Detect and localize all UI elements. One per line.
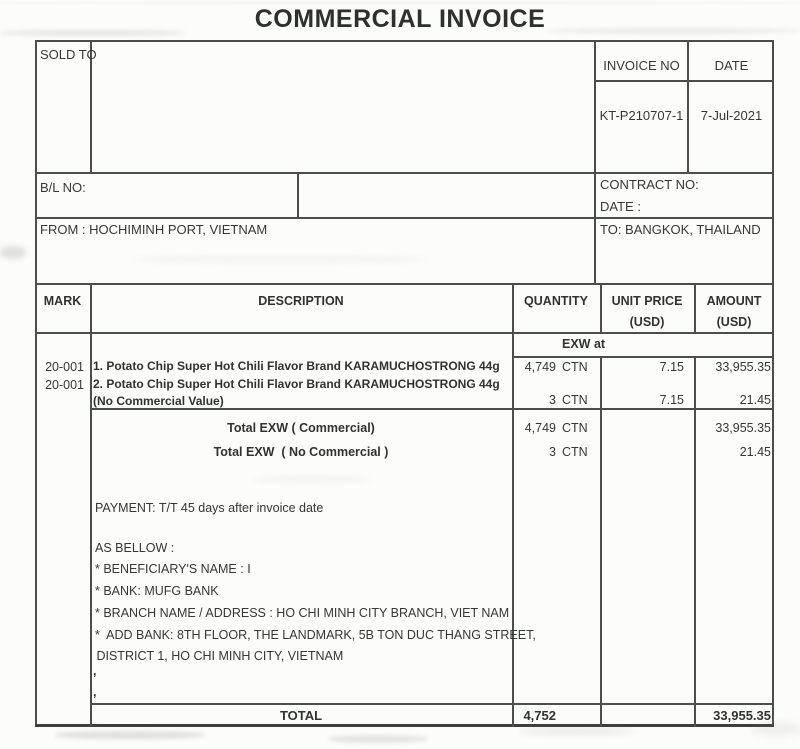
quantity-value: 4,749	[524, 360, 556, 374]
date-label: DATE	[714, 58, 749, 73]
grid-line	[297, 172, 299, 217]
payment-line: DISTRICT 1, HO CHI MINH CITY, VIETNAM	[93, 649, 344, 663]
scan-artifact	[55, 731, 205, 739]
item-mark: 20-001	[45, 378, 84, 392]
document-title: COMMERCIAL INVOICE	[254, 5, 546, 33]
payment-line: * BRANCH NAME / ADDRESS : HO CHI MINH CITY BRANCH, VIET NAM	[95, 606, 510, 620]
quantity-unit: CTN	[562, 445, 588, 459]
sold-to-label: SOLD TO	[40, 47, 97, 62]
subtotal-quantity	[512, 444, 600, 460]
header-description: DESCRIPTION	[258, 294, 344, 308]
quantity-value: 4,752	[523, 708, 556, 723]
header-unit-price-line1: UNIT PRICE	[611, 294, 683, 308]
total-label: TOTAL	[279, 708, 323, 723]
contract-no-label: CONTRACT NO:	[600, 177, 699, 192]
payment-line: * ADD BANK: 8TH FLOOR, THE LANDMARK, 5B TON DUC THANG STREET,	[95, 628, 536, 642]
invoice-no-label: INVOICE NO	[603, 58, 680, 73]
item-quantity	[512, 392, 600, 408]
header-amount-line2: (USD)	[716, 315, 752, 329]
subtotal-amount: 21.45	[739, 445, 771, 459]
item-amount: 33,955.35	[715, 360, 771, 374]
grid-line	[600, 356, 602, 727]
header-unit-price-line2: (USD)	[629, 315, 665, 329]
item-amount: 21.45	[739, 393, 771, 407]
to-port: TO: BANGKOK, THAILAND	[600, 222, 761, 237]
scan-artifact	[0, 246, 26, 259]
quantity-value: 4,749	[524, 421, 556, 435]
date-value: 7-Jul-2021	[700, 108, 763, 123]
payment-line: ,	[93, 664, 97, 678]
item-unit-price: 7.15	[659, 360, 684, 374]
header-quantity: QUANTITY	[524, 294, 588, 308]
quantity-unit: CTN	[562, 393, 588, 407]
item-description: 1. Potato Chip Super Hot Chili Flavor Brand KARAMUCHOSTRONG 44g	[93, 359, 500, 373]
grid-line	[35, 172, 774, 174]
quantity-unit: CTN	[562, 360, 588, 374]
contract-date-label: DATE :	[600, 199, 641, 214]
grid-line	[35, 217, 774, 219]
header-amount	[694, 291, 774, 333]
item-quantity	[512, 359, 600, 375]
total-amount: 33,955.35	[713, 708, 771, 723]
scan-artifact	[328, 735, 428, 743]
payment-line: * BENEFICIARY'S NAME : I	[95, 562, 251, 576]
quantity-value: 3	[549, 393, 556, 407]
header-amount-line1: AMOUNT	[706, 294, 762, 308]
grid-line	[35, 283, 774, 285]
grid-line	[594, 80, 774, 82]
grid-line	[694, 356, 696, 727]
grid-line	[594, 40, 596, 283]
payment-line: * BANK: MUFG BANK	[95, 584, 219, 598]
header-mark: MARK	[43, 294, 82, 308]
quantity-value: 3	[549, 445, 556, 459]
quantity-unit: CTN	[562, 421, 588, 435]
payment-terms: PAYMENT: T/T 45 days after invoice date	[95, 501, 324, 515]
from-port: FROM : HOCHIMINH PORT, VIETNAM	[40, 222, 268, 237]
item-unit-price: 7.15	[659, 393, 684, 407]
scan-artifact	[520, 727, 635, 736]
subtotal-label: Total EXW ( No Commercial )	[213, 445, 389, 459]
payment-line: ,	[93, 685, 97, 699]
grid-line	[512, 356, 774, 358]
quantity-unit	[562, 708, 586, 724]
item-description-note: (No Commercial Value)	[93, 394, 224, 408]
item-mark: 20-001	[45, 360, 84, 374]
grid-line	[90, 703, 774, 705]
scan-artifact	[0, 2, 800, 4]
subtotal-amount: 33,955.35	[715, 421, 771, 435]
incoterm-cell: EXW at	[562, 337, 606, 351]
grid-line	[90, 283, 92, 727]
header-unit-price	[600, 291, 694, 333]
bl-no-label: B/L NO:	[40, 180, 86, 195]
subtotal-label: Total EXW ( Commercial)	[227, 421, 375, 435]
item-description: 2. Potato Chip Super Hot Chili Flavor Brand KARAMUCHOSTRONG 44g	[93, 377, 500, 391]
payment-as-bellow: AS BELLOW :	[95, 541, 175, 555]
invoice-no-value: KT-P210707-1	[599, 108, 684, 123]
total-quantity	[512, 708, 600, 724]
subtotal-quantity	[512, 420, 600, 436]
